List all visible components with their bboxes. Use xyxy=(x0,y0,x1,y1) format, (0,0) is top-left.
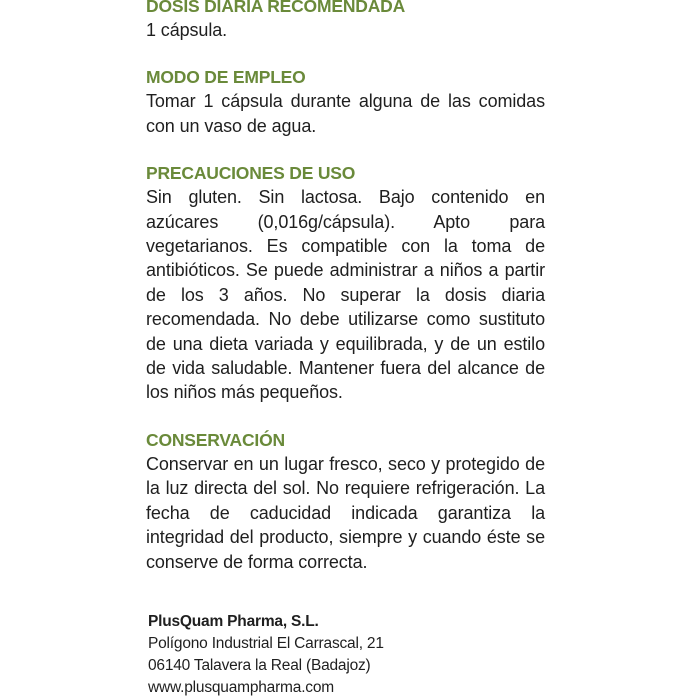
company-name: PlusQuam Pharma, S.L. xyxy=(148,613,319,630)
section-heading-conservacion: CONSERVACIÓN xyxy=(146,429,285,450)
company-address-line1: Polígono Industrial El Carrascal, 21 xyxy=(148,635,384,652)
section-body-dosis: 1 cápsula. xyxy=(146,20,228,40)
section-heading-dosis: DOSIS DIARIA RECOMENDADA xyxy=(146,0,406,16)
section-conservacion xyxy=(146,428,545,574)
section-heading-precauciones: PRECAUCIONES DE USO xyxy=(146,163,356,184)
company-info xyxy=(148,611,548,699)
section-body-precauciones: Sin gluten. Sin lactosa. Bajo contenido en azúcares (0,016g/cápsula). Apto para vegetarianos. Es compatible con la toma de antibióticos. Se puede administrar a niños a partir de los 3 años. No superar la dosis diaria recomendada. No debe utilizarse como sustituto de una dieta variada y equilibrada, y de un estilo de vida saludable. Mantener fuera del alcance de los niños más pequeños. xyxy=(146,187,545,403)
section-dosis xyxy=(146,0,545,42)
company-website: www.plusquampharma.com xyxy=(148,679,334,696)
section-modo-empleo xyxy=(146,65,545,138)
section-precauciones xyxy=(146,161,545,405)
section-body-modo-empleo: Tomar 1 cápsula durante alguna de las comidas con un vaso de agua. xyxy=(146,91,545,136)
label-text-column xyxy=(146,0,545,574)
section-heading-modo-empleo: MODO DE EMPLEO xyxy=(146,67,306,88)
company-address-line2: 06140 Talavera la Real (Badajoz) xyxy=(148,657,371,674)
section-body-conservacion: Conservar en un lugar fresco, seco y protegido de la luz directa del sol. No requiere refrigeración. La fecha de caducidad indicada garantiza la integridad del producto, siempre y cuando éste se conserve de forma correcta. xyxy=(146,453,545,572)
